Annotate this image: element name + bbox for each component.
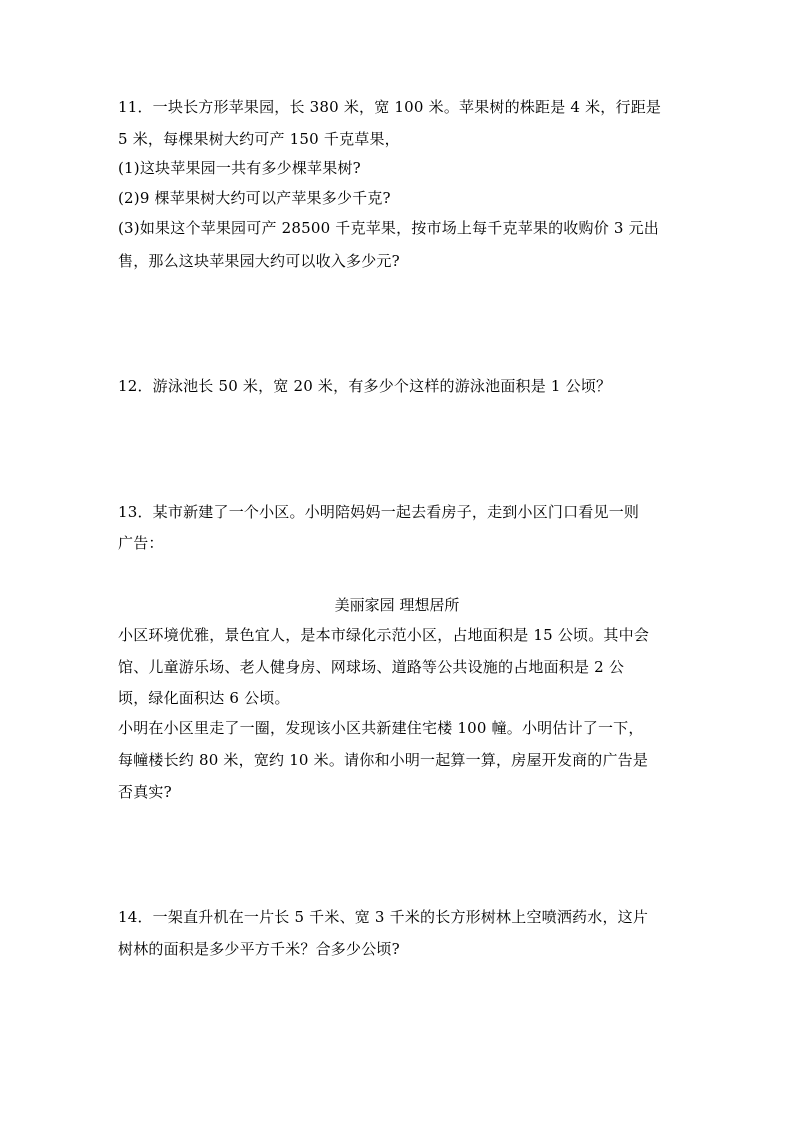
question-13-line-3: 小明在小区里走了一圈，发现该小区共新建住宅楼 100 幢。小明估计了一下，	[118, 719, 644, 737]
advertisement-line-1: 小区环境优雅，景色宜人，是本市绿化示范小区，占地面积是 15 公顷。其中会	[118, 626, 650, 644]
advertisement-line-3: 顷，绿化面积达 6 公顷。	[118, 689, 290, 707]
advertisement-title: 美丽家园 理想居所	[334, 596, 460, 614]
question-13-line-1: 13．某市新建了一个小区。小明陪妈妈一起去看房子，走到小区门口看见一则	[118, 503, 640, 521]
question-11-sub-3: (3)如果这个苹果园可产 28500 千克苹果，按市场上每千克苹果的收购价 3 元出	[118, 219, 659, 237]
question-12-line-1: 12．游泳池长 50 米，宽 20 米，有多少个这样的游泳池面积是 1 公顷？	[118, 377, 612, 395]
advertisement-line-2: 馆、儿童游乐场、老人健身房、网球场、道路等公共设施的占地面积是 2 公	[118, 658, 625, 676]
question-14-line-2: 树林的面积是多少平方千米？合多少公顷?	[118, 940, 400, 958]
question-11-sub-3-cont: 售，那么这块苹果园大约可以收入多少元?	[118, 252, 400, 270]
question-13-line-4: 每幢楼长约 80 米，宽约 10 米。请你和小明一起算一算，房屋开发商的广告是	[118, 751, 649, 769]
question-11-sub-1: (1)这块苹果园一共有多少棵苹果树?	[118, 159, 361, 177]
question-11-sub-2: (2)9 棵苹果树大约可以产苹果多少千克?	[118, 189, 391, 207]
question-11-line-1: 11．一块长方形苹果园，长 380 米，宽 100 米。苹果树的株距是 4 米，行距是	[118, 98, 662, 116]
question-14-line-1: 14．一架直升机在一片长 5 千米、宽 3 千米的长方形树林上空喷洒药水，这片	[118, 908, 649, 926]
question-13-line-2: 广告：	[118, 534, 164, 552]
question-11-line-2: 5 米，每棵果树大约可产 150 千克草果，	[118, 130, 400, 148]
question-13-line-5: 否真实?	[118, 783, 172, 801]
